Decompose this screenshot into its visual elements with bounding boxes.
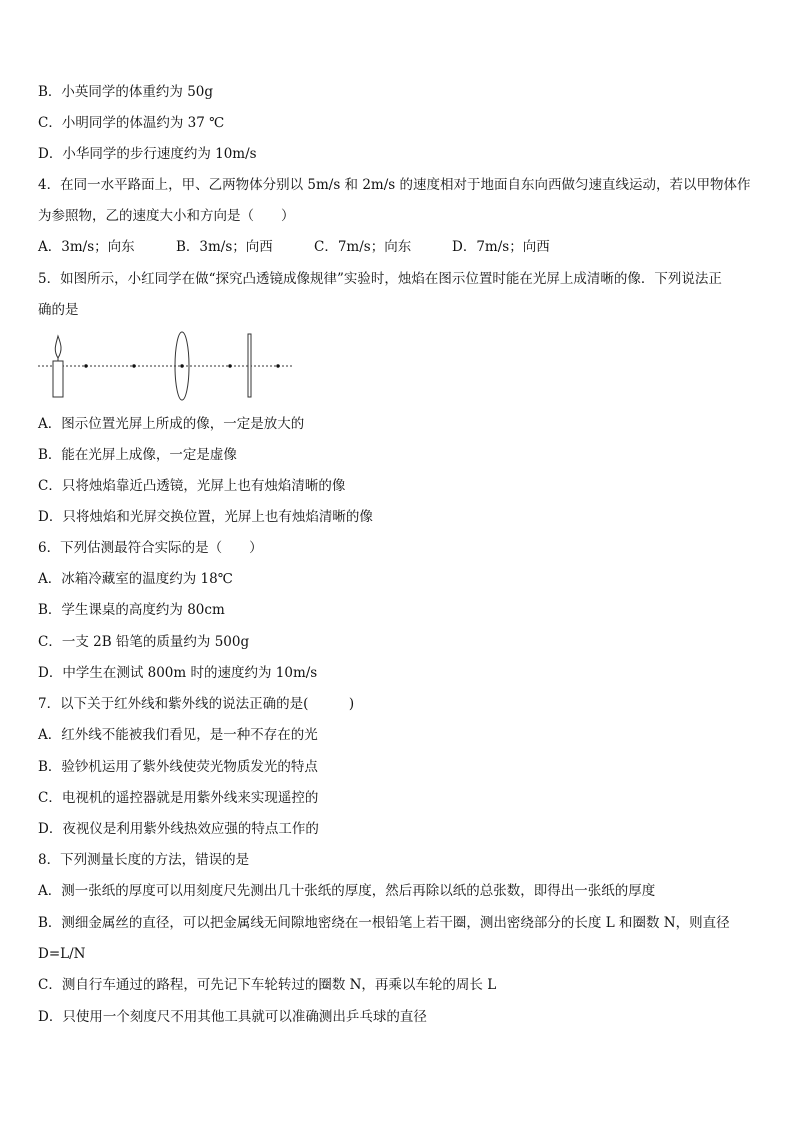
lens-center-point: [180, 364, 183, 367]
q7-option-a: A．红外线不能被我们看见，是一种不存在的光: [38, 727, 318, 743]
q5-stem-line-1: 5．如图所示，小红同学在做“探究凸透镜成像规律”实验时，烛焰在图示位置时能在光屏上成清晰的像．下列说法正: [38, 271, 722, 287]
q5-stem-line-2: 确的是: [38, 302, 79, 318]
q5-option-d: D．只将烛焰和光屏交换位置，光屏上也有烛焰清晰的像: [38, 509, 373, 525]
q6-stem: 6．下列估测最符合实际的是（ ）: [38, 540, 263, 556]
lens-experiment-figure: [36, 330, 306, 402]
q3-option-c: C．小明同学的体温约为 37 ℃: [38, 115, 225, 131]
q8-option-b-line-2: D=L/N: [38, 946, 86, 962]
q8-stem: 8．下列测量长度的方法，错误的是: [38, 852, 250, 868]
light-screen-icon: [248, 334, 251, 397]
q6-option-a: A．冰箱冷藏室的温度约为 18℃: [38, 571, 233, 587]
q4-option-c: C．7m/s；向东: [314, 239, 412, 255]
focus-point-right-2f: [276, 364, 279, 367]
focus-point-left-f: [132, 364, 135, 367]
q4-option-a: A．3m/s；向东: [38, 239, 135, 255]
q6-option-b: B．学生课桌的高度约为 80cm: [38, 602, 225, 618]
q5-option-a: A．图示位置光屏上所成的像，一定是放大的: [38, 416, 305, 432]
q4-stem-line-1: 4．在同一水平路面上，甲、乙两物体分别以 5m/s 和 2m/s 的速度相对于地面自东向西做匀速直线运动，若以甲物体作: [38, 177, 751, 193]
candle-icon: [53, 336, 63, 397]
q3-option-b: B．小英同学的体重约为 50g: [38, 84, 214, 100]
q4-stem-line-2: 为参照物，乙的速度大小和方向是（ ）: [38, 208, 295, 224]
q8-option-d: D．只使用一个刻度尺不用其他工具就可以准确测出乒乓球的直径: [38, 1009, 427, 1025]
q8-option-b-line-1: B．测细金属丝的直径，可以把金属线无间隙地密绕在一根铅笔上若干圈，测出密绕部分的长度 L 和圈数 N，则直径: [38, 915, 730, 931]
q8-option-a: A．测一张纸的厚度可以用刻度尺先测出几十张纸的厚度，然后再除以纸的总张数，即得出一张纸的厚度: [38, 883, 656, 899]
q7-option-d: D．夜视仪是利用紫外线热效应强的特点工作的: [38, 821, 319, 837]
q7-option-b: B．验钞机运用了紫外线使荧光物质发光的特点: [38, 759, 318, 775]
q4-option-b: B．3m/s；向西: [176, 239, 273, 255]
q4-option-d: D．7m/s；向西: [452, 239, 550, 255]
q7-option-c: C．电视机的遥控器就是用紫外线来实现遥控的: [38, 790, 319, 806]
q5-option-c: C．只将烛焰靠近凸透镜，光屏上也有烛焰清晰的像: [38, 478, 346, 494]
q3-option-d: D．小华同学的步行速度约为 10m/s: [38, 146, 257, 162]
q8-option-c: C．测自行车通过的路程，可先记下车轮转过的圈数 N，再乘以车轮的周长 L: [38, 977, 497, 993]
focus-point-right-f: [228, 364, 231, 367]
q4-options: [38, 238, 754, 256]
focus-point-left-2f: [84, 364, 87, 367]
q6-option-d: D．中学生在测试 800m 时的速度约为 10m/s: [38, 665, 318, 681]
q5-option-b: B．能在光屏上成像，一定是虚像: [38, 447, 237, 463]
q7-stem: 7．以下关于红外线和紫外线的说法正确的是( ): [38, 696, 355, 712]
q6-option-c: C．一支 2B 铅笔的质量约为 500g: [38, 634, 250, 650]
